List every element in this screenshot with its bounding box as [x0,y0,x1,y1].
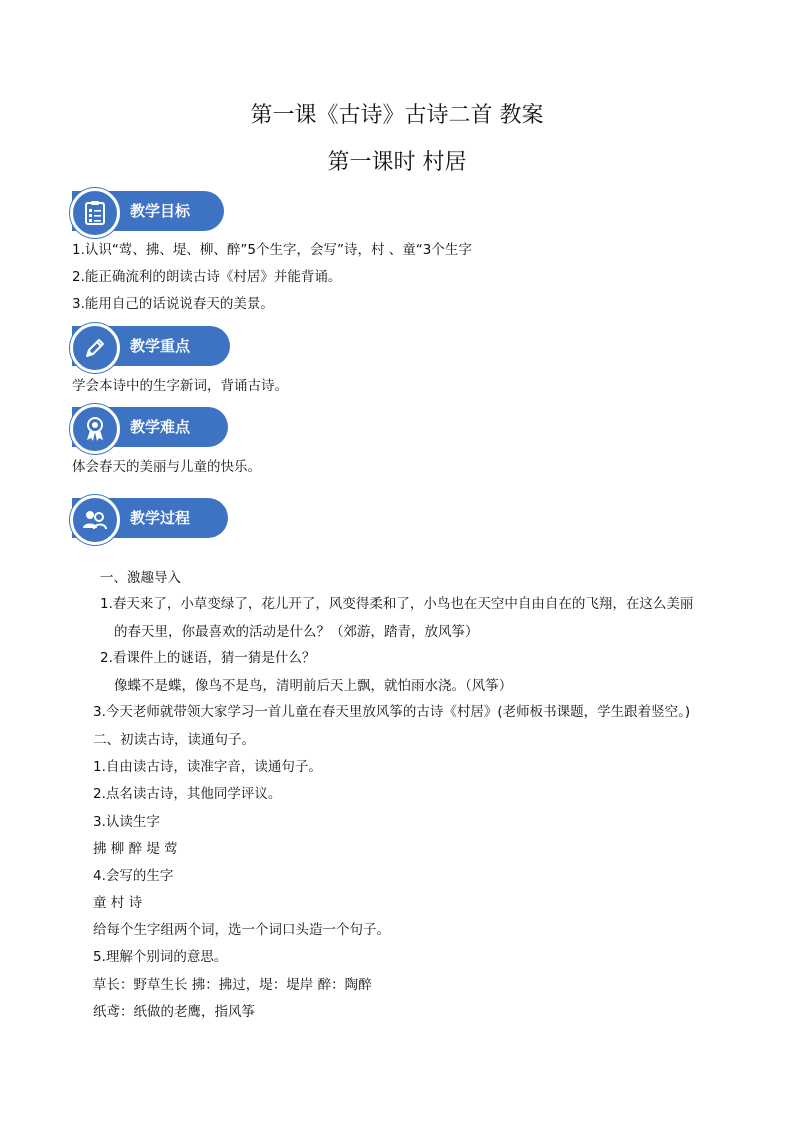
people-icon [70,495,120,545]
pencil-icon [70,323,120,373]
section-banner-difficulties [72,407,228,447]
process-line: 拂 柳 醉 堤 莺 [93,841,178,857]
process-line: 一、激趣导入 [100,570,181,586]
goal-item-2: 2.能正确流利的朗读古诗《村居》并能背诵。 [72,269,342,285]
checklist-icon [70,188,120,238]
award-ribbon-icon [70,404,120,454]
process-line: 2.看课件上的谜语，猜一猜是什么？ [100,650,316,666]
process-line: 5.理解个别词的意思。 [93,949,228,965]
difficulties-text: 体会春天的美丽与儿童的快乐。 [72,459,261,475]
process-line: 2.点名读古诗，其他同学评议。 [93,786,282,802]
goal-item-1: 1.认识“莺、拂、堤、柳、醉”5个生字，会写”诗，村 、童“3个生字 [72,242,472,258]
process-line: 纸鸢：纸做的老鹰，指风筝 [93,1004,255,1020]
section-banner-key-points [72,326,230,366]
process-line: 给每个生字组两个词，选一个词口头造一个句子。 [93,922,390,938]
key-points-text: 学会本诗中的生字新词，背诵古诗。 [72,378,288,394]
process-line: 的春天里，你最喜欢的活动是什么？（郊游，踏青，放风筝） [114,624,479,640]
document-title: 第一课《古诗》古诗二首 教案 [250,103,544,128]
section-label-difficulties: 教学难点 [130,418,191,436]
lesson-subtitle: 第一课时 村居 [327,150,467,175]
section-label-goals: 教学目标 [130,202,191,220]
process-line: 3.今天老师就带领大家学习一首儿童在春天里放风筝的古诗《村居》(老师板书课题，学生跟着竖空。) [93,704,691,720]
section-label-key-points: 教学重点 [130,337,191,355]
section-banner-process [72,498,228,538]
process-line: 像蝶不是蝶，像鸟不是鸟，清明前后天上飘，就怕雨水浇。（风筝） [114,678,513,694]
process-line: 4.会写的生字 [93,868,174,884]
process-line: 二、初读古诗，读通句子。 [93,732,255,748]
process-line: 1.春天来了，小草变绿了，花儿开了，风变得柔和了，小鸟也在天空中自由自在的飞翔，在这么美丽 [100,596,694,612]
goal-item-3: 3.能用自己的话说说春天的美景。 [72,296,274,312]
process-line: 草长：野草生长 拂：拂过，堤：堤岸 醉：陶醉 [93,977,372,993]
process-line: 1.自由读古诗，读准字音，读通句子。 [93,759,322,775]
section-label-process: 教学过程 [130,509,191,527]
section-banner-goals [72,191,224,231]
process-line: 3.认读生字 [93,814,160,830]
process-line: 童 村 诗 [93,895,143,911]
